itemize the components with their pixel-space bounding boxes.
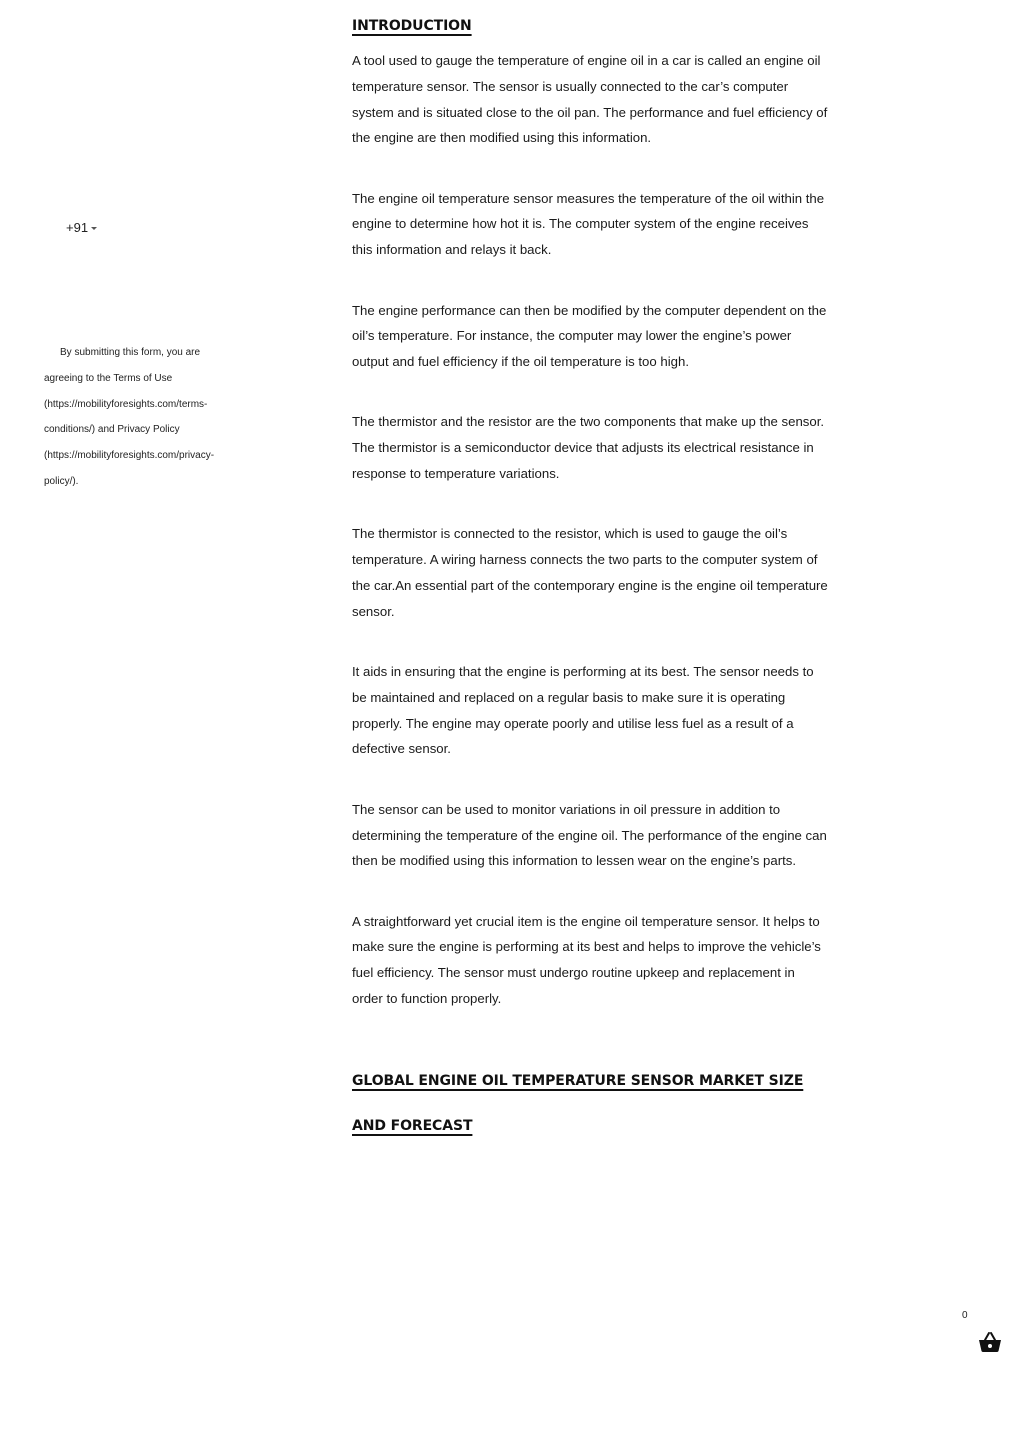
article-paragraph: A tool used to gauge the temperature of engine oil in a car is called an engine oil temperature sensor. The sensor is usually connected to the car’s computer system and is situated close to the oil pan. The performance and fuel efficiency of the engine are then modified using this information.: [352, 53, 828, 146]
form-consent-text: By submitting this form, you are agreeing to the Terms of Use (https://mobilityforesights.com/terms-conditions/) and Privacy Policy (https://mobilityforesights.com/privacy-policy/).: [44, 347, 215, 487]
article-paragraph: The engine performance can then be modified by the computer dependent on the oil’s temperature. For instance, the computer may lower the engine’s power output and fuel efficiency if the oil temperature is too high.: [352, 302, 827, 370]
cart-count-badge: 0: [962, 1310, 968, 1321]
intro-heading: INTRODUCTION: [352, 18, 472, 34]
sidebar-form: [0, 0, 300, 1449]
article-paragraph: The thermistor is connected to the resistor, which is used to gauge the oil’s temperature. A wiring harness connects the two parts to the computer system of the car.An essential part of the contemporary engine is the engine oil temperature sensor.: [352, 526, 828, 619]
cart-button[interactable]: [978, 1331, 1002, 1353]
country-code-value: +91: [66, 220, 89, 235]
basket-icon: [978, 1331, 1002, 1353]
article-paragraph: The engine oil temperature sensor measures the temperature of the oil within the engine to determine how hot it is. The computer system of the engine receives this information and relays it back.: [352, 190, 825, 258]
article-paragraph: It aids in ensuring that the engine is performing at its best. The sensor needs to be maintained and replaced on a regular basis to make sure it is operating properly. The engine may operate poorly and utilise less fuel as a result of a defective sensor.: [352, 664, 814, 757]
chevron-down-icon: [91, 227, 97, 230]
article-paragraph: The thermistor and the resistor are the two components that make up the sensor. The thermistor is a semiconductor device that adjusts its electrical resistance in response to temperature variations.: [352, 414, 825, 482]
article-content: [352, 14, 828, 1149]
article-paragraph: The sensor can be used to monitor variations in oil pressure in addition to determining the temperature of the engine oil. The performance of the engine can then be modified using this information to lessen wear on the engine’s parts.: [352, 801, 827, 869]
article-paragraph: A straightforward yet crucial item is the engine oil temperature sensor. It helps to make sure the engine is performing at its best and helps to improve the vehicle’s fuel efficiency. The sensor must undergo routine upkeep and replacement in order to function properly.: [352, 913, 821, 1007]
market-size-heading: GLOBAL ENGINE OIL TEMPERATURE SENSOR MARKET SIZE AND FORECAST: [352, 1072, 804, 1134]
country-code-select[interactable]: [66, 220, 97, 235]
